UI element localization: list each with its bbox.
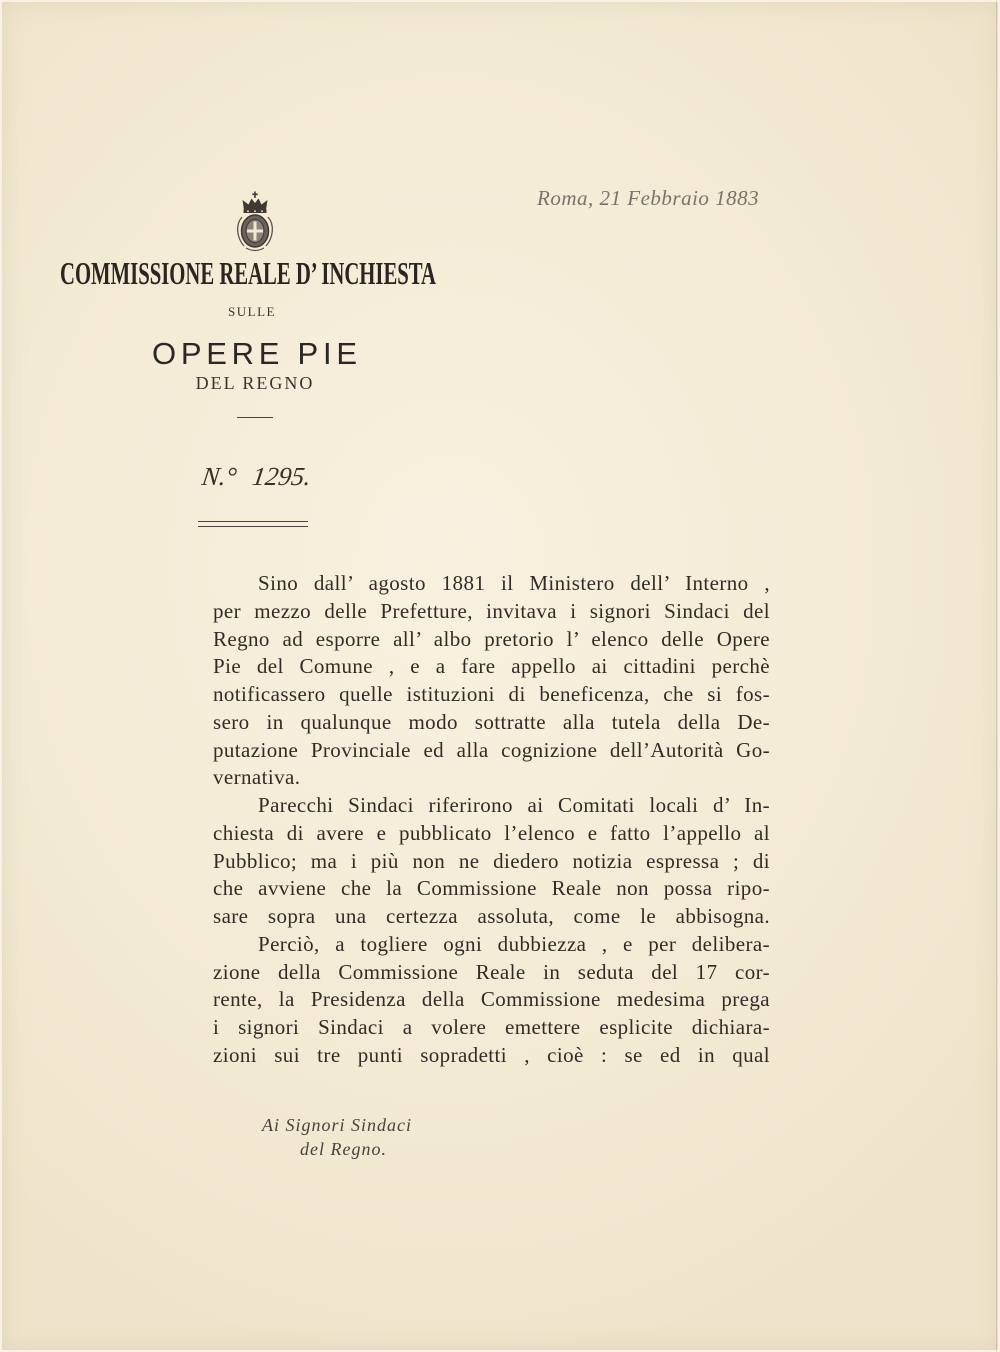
body-line: Perciò, a togliere ogni dubbiezza , e per delibera- bbox=[258, 931, 770, 956]
letterhead-subject-text: OPERE PIE bbox=[152, 336, 357, 371]
body-line: Pubblico; ma i più non ne diedero notizia espressa ; di bbox=[213, 848, 770, 873]
body-line: notificassero quelle istituzioni di beneficenza, che si fos- bbox=[213, 682, 770, 706]
letterhead-subject bbox=[150, 336, 362, 370]
body-line: vernativa. bbox=[213, 765, 301, 790]
body-line: Regno ad esporre all’ albo pretorio l’ elenco delle Opere bbox=[213, 626, 770, 651]
addressee-line: del Regno. bbox=[300, 1139, 387, 1159]
protocol-value: 1295. bbox=[250, 462, 313, 491]
letter-date: Roma, 21 Febbraio 1883 bbox=[537, 186, 760, 210]
body-line: i signori Sindaci a volere emettere esplicite dichiara- bbox=[213, 1015, 770, 1039]
body-line: Parecchi Sindaci riferirono ai Comitati locali d’ In- bbox=[258, 793, 770, 817]
body-line: sare sopra una certezza assoluta, come le abbisogna. bbox=[213, 904, 770, 928]
double-rule bbox=[198, 521, 308, 527]
body-line: per mezzo delle Prefetture, invitava i signori Sindaci del bbox=[213, 598, 770, 623]
protocol-label: N.° bbox=[200, 462, 239, 491]
paragraph bbox=[213, 792, 770, 931]
body-line: putazione Provinciale ed alla cognizione dell’Autorità Go- bbox=[213, 737, 770, 762]
paragraph bbox=[213, 931, 770, 1070]
ornamental-rule bbox=[237, 417, 273, 418]
addressee-line: Ai Signori Sindaci bbox=[262, 1115, 412, 1135]
body-line: zione della Commissione Reale in seduta del 17 cor- bbox=[213, 959, 770, 984]
body-line: Sino dall’ agosto 1881 il Ministero dell’ Interno , bbox=[258, 571, 770, 595]
body-line: chiesta di avere e pubblicato l’elenco e fatto l’appello al bbox=[213, 820, 770, 845]
letterhead-sulle: SULLE bbox=[228, 304, 276, 319]
body-line: rente, la Presidenza della Commissione medesima prega bbox=[213, 987, 770, 1012]
body-line: sero in qualunque modo sottratte alla tutela della De- bbox=[213, 709, 770, 734]
letter-body bbox=[213, 570, 770, 1070]
body-line: zioni sui tre punti sopradetti , cioè : se ed in qual bbox=[213, 1042, 770, 1067]
body-line: che avviene che la Commissione Reale non possa ripo- bbox=[213, 876, 770, 901]
letterhead-title-text: COMMISSIONE REALE D’ INCHIESTA bbox=[60, 255, 436, 291]
royal-crest-icon bbox=[230, 191, 280, 255]
paragraph bbox=[213, 570, 770, 792]
body-line: Pie del Comune , e a fare appello ai cittadini perchè bbox=[213, 654, 770, 679]
letterhead-region: DEL REGNO bbox=[195, 373, 315, 393]
letterhead-title bbox=[58, 255, 440, 289]
protocol-number bbox=[200, 462, 313, 492]
paper-edge bbox=[996, 0, 997, 1352]
